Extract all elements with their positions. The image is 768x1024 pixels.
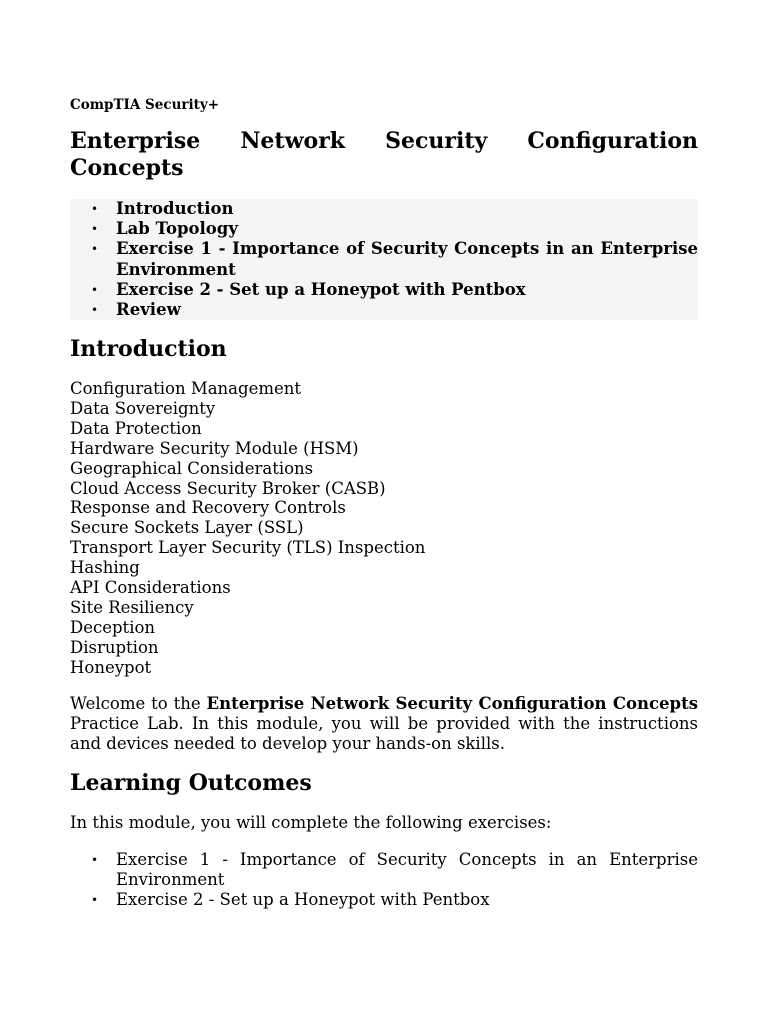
welcome-paragraph xyxy=(70,694,698,755)
toc-item-review[interactable]: • Review xyxy=(70,300,698,320)
exercise-list xyxy=(70,850,698,911)
topic-item: Data Protection xyxy=(70,418,202,438)
topic-item: Hashing xyxy=(70,558,140,578)
topic-item: Configuration Management xyxy=(70,379,302,398)
topic-item: Deception xyxy=(70,617,156,637)
topic-item: Data Sovereignty xyxy=(70,398,216,418)
toc-item-exercise-2[interactable]: • Exercise 2 - Set up a Honeypot with Pentbox xyxy=(70,280,698,300)
introduction-heading: Introduction xyxy=(70,336,227,362)
topic-item: Transport Layer Security (TLS) Inspection xyxy=(70,538,426,558)
table-of-contents xyxy=(70,199,698,320)
learning-outcomes-heading: Learning Outcomes xyxy=(70,770,312,796)
learning-outcomes-lead: In this module, you will complete the following exercises: xyxy=(70,813,552,832)
toc-item-introduction[interactable]: • Introduction xyxy=(70,199,698,219)
toc-item-exercise-1[interactable]: • Exercise 1 - Importance of Security Concepts in an Enterprise Environment xyxy=(70,239,698,279)
topic-item: Response and Recovery Controls xyxy=(70,498,346,518)
welcome-lab-name: Enterprise Network Security Configuration Concepts xyxy=(206,694,698,713)
topic-item: Honeypot xyxy=(70,657,152,677)
document-title: Enterprise Network Security Configuration Concepts xyxy=(70,128,698,181)
exercise-item: • Exercise 1 - Importance of Security Concepts in an Enterprise Environment xyxy=(70,850,698,890)
exercise-item: • Exercise 2 - Set up a Honeypot with Pentbox xyxy=(70,890,698,910)
topic-item: Site Resiliency xyxy=(70,597,194,617)
course-name: CompTIA Security+ xyxy=(70,97,220,113)
welcome-suffix: Practice Lab. In this module, you will be provided with the instructions and devices needed to develop your hands-on skills. xyxy=(70,714,698,754)
toc-item-lab-topology[interactable]: • Lab Topology xyxy=(70,219,698,239)
welcome-prefix: Welcome to the xyxy=(70,694,201,713)
topic-item: Hardware Security Module (HSM) xyxy=(70,438,359,458)
topic-item: Disruption xyxy=(70,637,159,657)
topic-item: Cloud Access Security Broker (CASB) xyxy=(70,478,386,498)
topic-item: Geographical Considerations xyxy=(70,458,314,478)
topic-item: Secure Sockets Layer (SSL) xyxy=(70,518,304,538)
topic-item: API Considerations xyxy=(70,578,231,598)
topic-list xyxy=(70,379,425,678)
